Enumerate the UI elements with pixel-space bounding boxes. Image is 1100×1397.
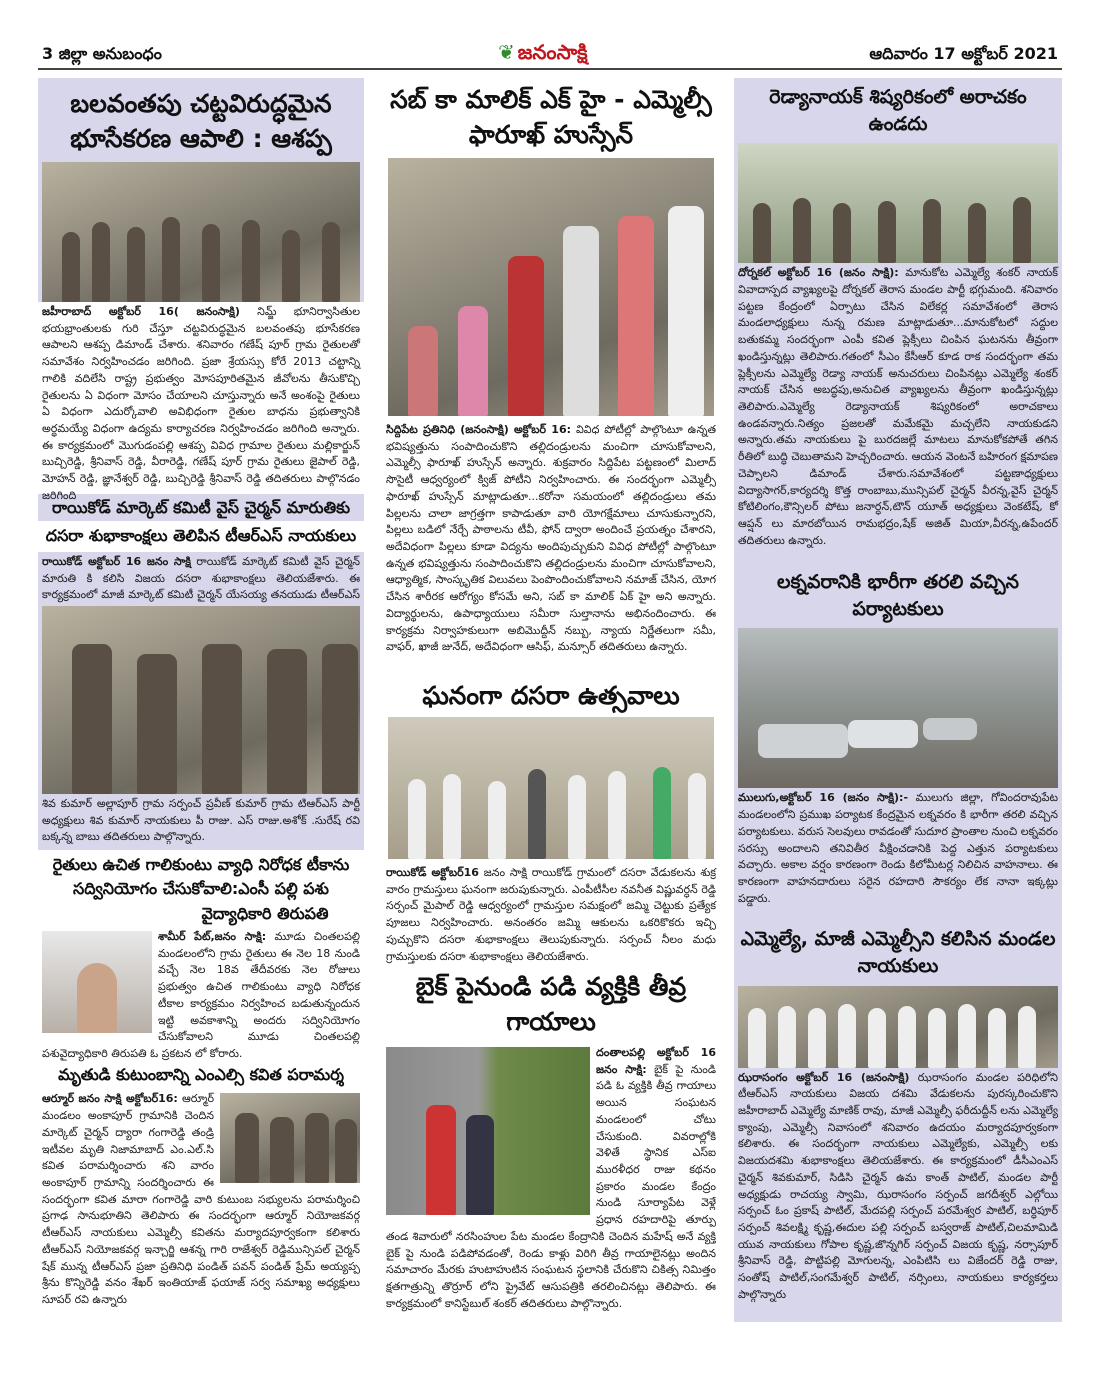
headline: రైతులు ఉచిత గాలికుంటు వ్యాధి నిరోధక టీకాను	[52, 854, 350, 874]
story-body: మూడు చింతలపల్లి మండలంలోని గ్రామ రైతులు ఈ నెల 18 నుండి వచ్చే నెల 18వ తేదీవరకు నెల రోజులు ప్రభుత్వం ఉచిత గాలికుంటు వ్యాధి నిరోధక టీకాల కార్యక్రమం నిర్వహించ బడుతున్నందున ఇట్టి అవకాశాన్ని అందరు సద్వినియోగం చేసుకోవాలని మూడు చింతలపల్లి పశువైద్యాధికారి తిరుపతి ఓ ప్రకటన లో కోరారు.	[42, 929, 360, 1060]
headline: లక్నవరానికి భారీగా తరలి వచ్చిన పర్యాటకులు	[777, 571, 1019, 620]
headline: రెడ్యానాయక్ శిష్యరికంలో అరాచకం ఉండదు	[769, 86, 1027, 135]
headline: ఘనంగా దసరా ఉత్సవాలు	[422, 681, 680, 710]
story-dasara	[382, 674, 720, 965]
photo-tourist-traffic	[738, 628, 1058, 788]
story-redyanayak	[734, 78, 1062, 565]
photo-vet-officer	[42, 931, 152, 1033]
issue-date: ఆదివారం 17 అక్టోబర్ 2021	[869, 44, 1058, 63]
photo-press-meet	[738, 143, 1058, 263]
photo-dasara-celebration	[388, 717, 714, 859]
column-middle	[382, 78, 720, 1377]
story-body: ఝరాసంగం అక్టోబర్ 16 (జనంసాక్షి) ఝరాసంగం మండల పరిధిలోని టీఆర్ఎస్ నాయకులు విజయ దశమి వేడుకలను పురస్కరించుకొని జహీరాబాద్ ఎమ్మెల్యే మాణిక్ రావు, మాజీ ఎమ్మెల్సీ ఫరీదుద్దీన్ లను ఎమ్మెల్యే క్యాంపు, ఎమ్మెల్సీ నివాసంలో శనివారం ఉదయం మర్యాదపూర్వకంగా కలిశారు. ఈ సందర్భంగా నాయకులు ఎమ్మెల్యేకు, ఎమ్మెల్సీ లకు విజయదశమి శుభాకాంక్షలు తెలియజేశారు. ఈ కార్యక్రమంలో డీసీఎంఎస్ చైర్మన్ శివకుమార్, సిడిసి చైర్మన్ ఉమ కాంత్ పాటిల్, మండల పార్టీ అధ్యక్షుడు రాచయ్య స్వామి, ఝరాసంగం సర్పంచ్ జగదీశ్వర్ ఎల్గోయి సర్పంచ్ ఓం ప్రకాష్ పాటిల్, మేదపల్లి సర్పంచ్ పరమేశ్వర పాటిల్, బర్ధిపూర్ సర్పంచ్ శివలక్ష్మి కృష్ణ,ఈదుల పల్లి సర్పంచ్ బస్వరాజ్ పాటిల్,చిలమామిడి యువ నాయకులు గోపాల కృష్ణ,జొన్నగిర్ సర్పంచ్ విజయ కృష్ణ, నర్సాపూర్ శ్రీనివాస్ రెడ్డి, పొట్టిపల్లి మోగులన్న, ఎంపిటిసి లు విజేందర్ రెడ్డి రాజు, సంతోష్ పాటిల్,సంగమేశ్వర్ పాటిల్, నర్సింలు, నాయకులు కార్యకర్తలు పాల్గొన్నారు	[738, 1070, 1058, 1301]
photo-leaders-group	[738, 986, 1058, 1068]
leaf-icon: ❦	[498, 40, 515, 64]
story-quiz-competition	[382, 78, 720, 674]
headline: బైక్ పైనుండి పడి వ్యక్తికి తీవ్ర	[415, 972, 687, 1001]
masthead	[38, 40, 1062, 70]
logo-text: జనంసాక్షి	[517, 40, 588, 64]
dateline: దంతాలపల్లి అక్టోబర్ 16 జనం సాక్షి:	[596, 1046, 716, 1076]
headline-2: గాయాలు	[506, 1007, 596, 1036]
story-bike-accident	[382, 965, 720, 1347]
story-kavitha-visit	[38, 1061, 364, 1323]
headline: ఎమ్మెల్యే, మాజీ ఎమ్మెల్సీని కలిసిన మండల నాయకులు	[740, 928, 1056, 977]
story-body: ఆర్మూర్ మండలం అంకాపూర్ గ్రామానికి చెందిన మార్కెట్ చైర్మన్ ద్యారా గంగారెడ్డి తండ్రి ఇటీవల మృతి నిజామాబాద్ ఎం.ఎల్.సి కవిత పరామర్శించారు శని వారం అంకాపూర్ గ్రామాన్ని సందర్శించారు ఈ సందర్భంగా కవిత మారా గంగారెడ్డి వారి కుటుంబ సభ్యులను పరామర్శించి ప్రగాఢ సానుభూతిని తెలిపారు ఈ సందర్భంగా ఆర్మూర్ నియోజకవర్గ టీఆర్ఎస్ నాయకులు ఎమ్మెల్సీ కవితను మర్యాదపూర్వకంగా కలిశారు టీఆర్ఎస్ నియోజకవర్గ ఇన్చార్జి ఆశన్న గారి రాజేశ్వర్ రెడ్డిమున్సిపల్ చైర్మన్ షేక్ మున్న టీఆర్ఎస్ ప్రజా ప్రతినిధి పండిత్ పవన్ పండిత్ ప్రేమ్ అయ్యప్ప శ్రీను కొన్నిరెడ్డి వనం శేఖర్ ఇంతియాజ్ ఫయాజ్ సర్వ సమాఖ్య అధ్యక్షులు సూపర్ రవి ఉన్నారు	[42, 1092, 360, 1306]
story-body: సిద్దిపేట ప్రతినిధి (జనంసాక్షి) అక్టోబర్ 16: వివిధ పోటీల్లో పాల్గొంటూ ఉన్నత భవిష్యత్తును సంపాదించుకొని తల్లిదండ్రులను మంచిగా చూసుకోవాలని, ఎమ్మెల్సీ ఫారూఖ్ హుస్సేన్ అన్నారు. శుక్రవారం సిద్దిపేట పట్టణంలో మిలాద్ సొసైటీ ఆధ్వర్యంలో క్విజ్ పోటీని నిర్వహించారు. ఈ సందర్భంగా ఎమ్మెల్సీ ఫారూఖ్ హుస్సేన్ మాట్లాడుతూ...కరోనా సమయంలో తల్లిదండ్రులు తమ పిల్లలను చాలా జాగ్రత్తగా కాపాడుతూ వారి యోగక్షేమాలు చూసుకున్నారని, పిల్లలు బడిలో నేర్చే పాఠాలను టీవీ, ఫోన్ ద్వారా అందించే ప్రయత్నం చేశారని, అదేవిధంగా పిల్లలు కూడా విద్యను అందిపుచ్చుకుని వివిధ పోటీల్లో పాల్గొంటూ ఉన్నత భవిష్యత్తును సంపాదించుకొని తల్లిదండ్రులను మంచిగా చూసుకోవాలని, ఆధ్యాత్మిక, సాంస్కృతిక విలువలు పెంపొందించుకోవాలని నమాజ్ చేసిన, యోగ చేసిన శారీరక ఆరోగ్యం కోసమే అని, సబ్ కా మాలిక్ ఏక్ హై అని అన్నారు. విద్యార్థులను, ఉపాధ్యాయులు సమీరా సుల్తానాను అభినందించారు. ఈ కార్యక్రమ నిర్వాహకులుగా అబిమొద్దీన్ నబ్బు, న్యాయ నిర్ణేతలుగా సమీ, వాఫర్, ఖాజీ జునేద్, అదేవిధంగా ఆసిఫ్, మన్సూర్ తదితరులు ఉన్నారు.	[386, 423, 716, 654]
story-body: బైక్ పై నుండి పడి ఓ వ్యక్తికి తీవ్ర గాయాలు అయిన సంఘటన మండలంలో చోటు చేసుకుంది. వివరాల్లోకి వెళితే స్థానిక ఎస్ఐ మురళీధర రాజు కథనం ప్రకారం మండల కేంద్రం నుండి సూర్యాపేట వెళ్లే ప్రధాన రహదారిపై తూర్పు తండ శివారులో నరసింహుల పేట మండల కేంద్రానికి చెందిన మహేష్ అనే వ్యక్తి బైక్ పై నుండి పడిపోవడంతో, రెండు కాళ్లు విరిగి తీవ్ర గాయాలైనట్లు అందిన సమాచారం మేరకు హుటాహుటిన సంఘటన స్థలానికి చేరుకొని చికిత్స నిమిత్తం క్షతగాత్రున్ని తొర్రూర్ లోని ప్రైవేట్ ఆసుపత్రికి తరలించినట్లు తెలిపారు. ఈ కార్యక్రమంలో కానిస్టేబుల్ శంకర్ తదితరులు పాల్గొన్నారు.	[386, 1062, 717, 1310]
story-body: రాయికోడ్ అక్టోబర్16 జనం సాక్షి రాయికోడ్ గ్రామంలో దసరా వేడుకలను శుక్ర వారం గ్రామస్తులు ఘనంగా జరుపుకున్నారు. ఎంపీటీసీల నవనీత విష్ణువర్ధన్ రెడ్డి సర్పంచ్ మైపాల్ రెడ్డి ఆధ్వర్యంలో గ్రామస్తుల సమక్షంలో జమ్మి చెట్టుకు ప్రత్యేక పూజలు నిర్వహించారు. అనంతరం జమ్మి ఆకులను ఒకరికొకరు ఇచ్చి పుచ్చుకొని దసరా శుభాకాంక్షలు తెలుపుకున్నారు. సర్పంచ్ నీలం మధు గ్రామస్తులకు దసరా శుభాకాంక్షలు తెలియజేశారు.	[386, 866, 717, 963]
headline: బలవంతపు చట్టవిరుద్ధమైన భూసేకరణ ఆపాలి : ఆశప్ప	[70, 89, 332, 153]
column-left	[38, 78, 364, 1377]
headline-3: వైద్యాధికారి తిరుపతి	[201, 903, 329, 923]
headline: రాయికోడ్ మార్కెట్ కమిటీ వైస్ చైర్మన్ మారుతికు	[52, 498, 350, 517]
story-body: రాయికోడ్ అక్టోబర్ 16 జనం సాక్షి రాయికోడ్ మార్కెట్ కమిటీ వైస్ చైర్మన్ మారుతి కి కలిసి విజయ దసరా శుభాకాంక్షలు తెలియజేశారు. ఈ కార్యక్రమంలో మాజీ మార్కెట్ కమిటీ చైర్మన్ యేసయ్య తనయుడు టీఆర్ఎస్	[42, 554, 361, 602]
headline: మృతుడి కుటుంబాన్ని ఎంఎల్సి కవిత పరామర్శ	[58, 1064, 344, 1084]
story-body: జహీరాబాద్ అక్టోబర్ 16( జనంసాక్షి) నిమ్జ్ భూనిర్వాసితుల భయభ్రాంతులకు గురి చేస్తూ చట్టవిరుద్ధమైన బలవంతపు భూసేకరణ ఆపాలని ఆశప్ప డిమాండ్ చేశారు. శనివారం గణేష్ పూర్ గ్రామ రైతులతో సమావేశం నిర్వహించడం జరిగింది. ప్రజా శ్రేయస్సు కోరే 2013 చట్టాన్ని గాలికి వదిలేసి రాష్ట్ర ప్రభుత్వం మోసపూరితమైన జీవోలను తీసుకొచ్చి రైతులను ఏ విధంగా మోసం చేయాలని చూస్తున్నారు అనే అంశంపై రైతులు ఏ విధంగా ఎదుర్కోవాలి అవిభిధంగా రైతుల బాధను ప్రభుత్వానికి అర్థమయ్యే విధంగా ఉద్యమ కార్యాచరణ నిర్వహించడం జరిగింది అన్నారు. ఈ కార్యక్రమంలో మొగుడంపల్లి ఆశప్ప వివిధ గ్రామాల రైతులు మల్లికార్జున్ బుచ్చిరెడ్డి, శ్రీనివాస్ రెడ్డి, వీరారెడ్డి, గణేష్ పూర్ గ్రామ రైతులు జైపాల్ రెడ్డి, మోహన్ రెడ్డి, జ్ఞానేశ్వర్ రెడ్డి, బుచ్చిరెడ్డి శ్రీనివాస్ రెడ్డి తదితరులు పాల్గొనడం జరిగింది	[42, 305, 360, 502]
story-body: దోర్నకల్ అక్టోబర్ 16 (జనం సాక్షి): మానుకోట ఎమ్మెల్యే శంకర్ నాయక్ వివాదాస్పద వ్యాఖ్యలపై దోర్నకల్ తెరాస మండల పార్టీ భగ్గుమంది. శనివారం పట్టణ కేంద్రంలో ఏర్పాటు చేసిన విలేకర్ల సమావేశంలో తెరాస మండలాధ్యక్షులు నున్న రమణ మాట్లాడుతూ...మానుకోటలో సద్దుల బతుకమ్మ సందర్భంగా ఎంపీ కవిత ప్లెక్సీలు చింపిన ఘటనను తీవ్రంగా ఖండిస్తున్నట్లు తెలిపారు.గతంలో సీఎం కేసీఆర్ కూడ రాక సందర్భంగా తమ ప్లెక్సీలను ఎమ్మెల్యే రెడ్యా నాయక్ అనుచరులు చింపినట్లు ఎమ్మెల్యే శంకర్ నాయక్ చేసిన అబద్ధపు,అనుచిత వ్యాఖ్యలను తీవ్రంగా ఖండిస్తున్నట్లు తెలిపారు.ఎమ్మెల్యే రెడ్యానాయక్ శిష్యరికంలో అరాచకాలు ఉండవన్నారు.నిత్యం ప్రజలతో మమేకమై మచ్చలేని నాయకుడని అన్నారు.తమ నాయకులు పై బురదజల్లే మాటలు మానుకోకపోతే తగిన రీతిలో బుద్ధి చెబుతామని హెచ్చరించారు. ఆయన వెంటనే బహిరంగ క్షమాపణ చెప్పాలని డిమాండ్ చేశారు.సమావేశంలో పట్టణాధ్యక్షులు విద్యాసాగర్,కార్యదర్శి కొత్త రాంబాబు,మున్సిపల్ చైర్మన్ వీరన్న,వైస్ చైర్మన్ కోటిలింగం,కౌన్సిలర్ పోటు జనార్ధన్,టౌన్ యూత్ అధ్యక్షులు వెంకటేష్, కో ఆప్షన్ లు మారబోయిన రామభద్రం,షేక్ అజిత్ మియా,వీరన్న,ఉపేందర్ తదితరులు ఉన్నారు.	[738, 266, 1059, 547]
dateline: ఆర్మూర్ జనం సాక్షి అక్టోబర్16:	[42, 1092, 178, 1106]
newspaper-logo	[498, 40, 588, 69]
story-mla-meeting	[734, 922, 1062, 1321]
story-vaccination	[38, 850, 364, 1061]
photo-condolence-visit	[220, 1093, 360, 1183]
story-body: ములుగు,అక్టోబర్ 16 (జనం సాక్షి):- ములుగు జిల్లా, గోవిందరావుపేట మండలంలోని ప్రముఖ పర్యాటక కేంద్రమైన లక్నవరం కి భారీగా తరలి వచ్చిన పర్యాటకులు. వరుస సెలవులు రావడంతో సుదూర ప్రాంతాల నుంచి లక్నవరం సరస్సు అందాలని తనివితీర వీక్షించడానికి పెద్ద ఎత్తున పర్యాటకులు వచ్చారు. అకాల వర్షం కారణంగా రెండు కిలోమీటర్ల నిలిచిన వాహనాలు. ఈ కారణంగా వాహనదారులు సరైన రహదారి సౌకర్యం లేక నానా ఇక్కట్లు పడ్డారు.	[738, 791, 1059, 905]
headline-2: దసరా శుభాకాంక్షలు తెలిపిన టీఆర్ఎస్ నాయకులు	[45, 526, 357, 546]
photo-farmers-meeting	[42, 162, 360, 302]
dateline: శామీర్ పేట్,జనం సాక్షి:	[158, 929, 267, 943]
photo-accident-site	[386, 1047, 590, 1215]
page-label: 3 జిల్లా అనుబంధం	[42, 44, 162, 63]
story-laknavaram	[734, 565, 1062, 922]
story-market-committee	[38, 494, 364, 521]
headline: సబ్ కా మాలిక్ ఎక్ హై - ఎమ్మెల్సీ ఫారూఖ్ హుస్సేన్	[390, 85, 712, 149]
photo-group-greetings	[42, 606, 360, 794]
photo-award-ceremony	[388, 158, 714, 416]
story-land-acquisition	[38, 78, 364, 302]
headline-2: సద్వినియోగం చేసుకోవాలి:ఎంసీ పల్లి పశు	[73, 879, 329, 899]
column-right	[734, 78, 1062, 1377]
story-body-2: శివ కుమార్ అల్లాపూర్ గ్రామ సర్పంచ్ ప్రవీణ్ కుమార్ గ్రామ టిఆర్ఎస్ పార్టీ అధ్యక్షులు శివ కుమార్ నాయకులు పీ రాజు. ఎస్ రాజు.అశోక్ .సురేష్ రవి బక్కన్న బాబు తదితరులు పాల్గొన్నారు.	[42, 796, 360, 844]
